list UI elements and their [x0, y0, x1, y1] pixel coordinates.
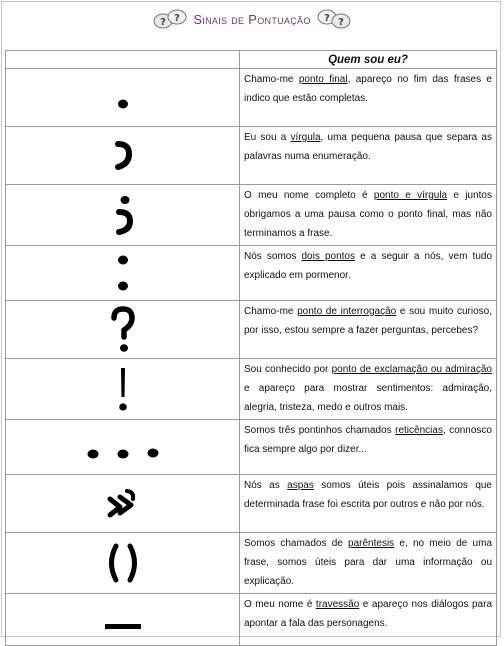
term: ponto de interrogação	[297, 306, 397, 317]
virgula-icon	[103, 131, 143, 181]
symbol-cell	[6, 69, 240, 127]
table-row	[6, 533, 497, 594]
table-row	[6, 359, 497, 420]
table-row	[6, 475, 497, 533]
dois-pontos-icon	[103, 248, 143, 298]
page-header	[0, 6, 504, 32]
description-column-header: Quem sou eu?	[240, 51, 497, 69]
ponto-final-icon	[103, 73, 143, 123]
question-bubbles-icon	[153, 8, 189, 30]
table-header-row	[6, 51, 497, 69]
term: ponto de exclamação ou admiração	[331, 364, 492, 375]
svg-text:?: ?	[174, 13, 181, 24]
description-cell: Nós somos dois pontos e a seguir a nós, vem tudo explicado em pormenor.	[240, 246, 497, 301]
svg-text:?: ?	[337, 17, 344, 28]
reticencias-icon	[73, 427, 173, 467]
description-cell: Chamo-me ponto de interrogação e sou muito curioso, por isso, estou sempre a fazer perguntas, percebes?	[240, 301, 497, 359]
description-cell: O meu nome é travessão e apareço nos diálogos para apontar a fala das personagens.	[240, 594, 497, 646]
symbol-cell	[6, 359, 240, 420]
description-cell: Somos chamados de parêntesis e, no meio de uma frase, somos úteis para dar uma informação ou explicação.	[240, 533, 497, 594]
ponto-e-virgula-icon	[103, 190, 143, 240]
symbol-cell	[6, 127, 240, 185]
symbol-cell	[6, 301, 240, 359]
description-cell: Eu sou a vírgula, uma pequena pausa que separa as palavras numa enumeração.	[240, 127, 497, 185]
term: parêntesis	[348, 538, 395, 549]
term: ponto e vírgula	[373, 190, 448, 201]
term: aspas	[287, 480, 314, 491]
page-title: Sinais de Pontuação	[193, 11, 311, 27]
symbol-cell	[6, 533, 240, 594]
symbol-cell	[6, 475, 240, 533]
symbol-cell	[6, 420, 240, 475]
symbol-cell	[6, 246, 240, 301]
table-row	[6, 594, 497, 646]
symbol-cell	[6, 185, 240, 246]
description-cell: Sou conhecido por ponto de exclamação ou admiração e apareço para mostrar sentimentos: admiração, alegria, tristeza, medo e outros mais.	[240, 359, 497, 420]
aspas-icon	[98, 479, 148, 529]
term: dois pontos	[301, 251, 355, 262]
svg-text:?: ?	[160, 17, 167, 28]
table-row	[6, 127, 497, 185]
symbol-cell	[6, 594, 240, 646]
punctuation-table	[5, 50, 497, 646]
travessao-icon	[93, 600, 153, 640]
symbol-column-header	[6, 51, 240, 69]
table-row	[6, 420, 497, 475]
term: ponto final	[298, 74, 348, 85]
description-cell: Chamo-me ponto final, apareço no fim das frases e indico que estão completas.	[240, 69, 497, 127]
parenteses-icon	[98, 538, 148, 588]
term: vírgula	[290, 132, 321, 143]
description-cell: O meu nome completo é ponto e vírgula e juntos obrigamos a uma pausa como o ponto final, mas não terminamos a frase.	[240, 185, 497, 246]
question-bubbles-icon	[315, 8, 351, 30]
description-cell: Somos três pontinhos chamados reticências, connosco fica sempre algo por dizer...	[240, 420, 497, 475]
term: travessão	[315, 599, 360, 610]
table-row	[6, 246, 497, 301]
svg-text:?: ?	[323, 13, 330, 24]
table-row	[6, 185, 497, 246]
ponto-de-exclamacao-icon	[103, 363, 143, 415]
ponto-de-interrogacao-icon	[103, 304, 143, 356]
description-cell: Nós as aspas somos úteis pois assinalamos que determinada frase foi escrita por outros e não por nós.	[240, 475, 497, 533]
table-row	[6, 69, 497, 127]
term: reticências	[395, 425, 443, 436]
table-row	[6, 301, 497, 359]
